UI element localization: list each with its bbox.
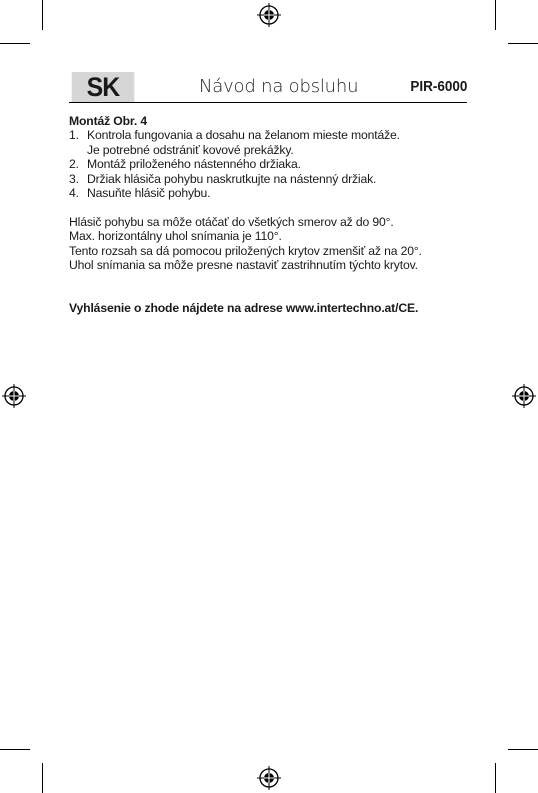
paragraph-line: Uhol snímania sa môže presne nastaviť zastrihnutím týchto krytov.: [69, 258, 418, 273]
list-item: [69, 172, 489, 186]
document-title: Návod na obsluhu: [199, 76, 359, 97]
step-text: Nasuňte hlásič pohybu.: [87, 186, 211, 201]
paragraph-line: Max. horizontálny uhol snímania je 110°.: [69, 229, 282, 244]
header-rule: [69, 102, 467, 103]
language-code-badge: SK: [72, 72, 135, 103]
crop-mark-top-right: [495, 0, 496, 30]
instructions-content: [69, 114, 489, 316]
registration-mark-left-icon: [2, 384, 26, 408]
registration-mark-bottom-icon: [257, 766, 281, 790]
step-text: Kontrola fungovania a dosahu na želanom mieste montáže.: [87, 128, 400, 143]
step-text: Montáž priloženého nástenného držiaka.: [87, 157, 301, 172]
list-item: [69, 157, 489, 171]
step-number: 3.: [69, 171, 79, 186]
conformity-declaration: Vyhlásenie o zhode nájdete na adrese www.intertechno.at/CE.: [69, 301, 419, 316]
step-text: Držiak hlásiča pohybu naskrutkujte na nástenný držiak.: [87, 171, 377, 186]
detection-angle-paragraph: [69, 215, 489, 273]
crop-mark-bottom-right: [495, 763, 496, 793]
step-text-continued: Je potrebné odstrániť kovové prekážky.: [87, 142, 294, 157]
crop-mark-bottom-left: [42, 763, 43, 793]
paragraph-line: Tento rozsah sa dá pomocou priložených krytov zmenšiť až na 20°.: [69, 243, 422, 258]
registration-mark-top-icon: [257, 3, 281, 27]
section-heading: Montáž Obr. 4: [69, 114, 147, 128]
mounting-steps-list: [69, 128, 489, 200]
crop-mark-top-right-h: [508, 43, 538, 44]
paragraph-line: Hlásič pohybu sa môže otáčať do všetkých smerov až do 90°.: [69, 214, 394, 229]
crop-mark-bottom-left-h: [0, 749, 30, 750]
step-number: 1.: [69, 128, 79, 143]
crop-mark-bottom-right-h: [508, 749, 538, 750]
step-number: 4.: [69, 186, 79, 201]
step-number: 2.: [69, 157, 79, 172]
registration-mark-right-icon: [512, 384, 536, 408]
page-header: [69, 72, 467, 103]
list-item: [69, 186, 489, 200]
model-number: PIR-6000: [409, 78, 467, 95]
list-item: [69, 128, 489, 157]
crop-mark-top-left: [42, 0, 43, 30]
crop-mark-top-left-h: [0, 43, 30, 44]
